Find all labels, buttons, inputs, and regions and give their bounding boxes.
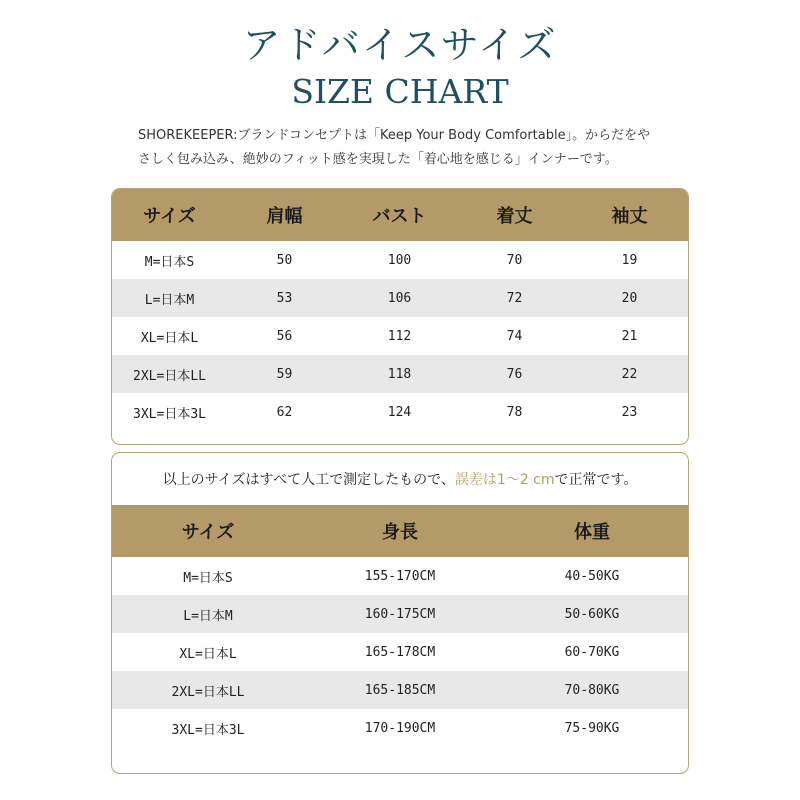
height-weight-table <box>111 452 689 774</box>
note-suffix: で正常です。 <box>554 472 638 488</box>
table-row <box>112 633 688 671</box>
cell-weight: 70-80KG <box>564 682 620 698</box>
intro-line-2: さしく包み込み、絶妙のフィット感を実現した「着心地を感じる」インナーです。 <box>138 152 618 167</box>
table-row <box>112 279 688 317</box>
cell-size: 2XL=日本LL <box>171 684 245 700</box>
table-row <box>112 557 688 595</box>
page-title-jp: アドバイスサイズ <box>242 23 558 67</box>
table-row <box>112 595 688 633</box>
cell-size: M=日本S <box>183 570 233 586</box>
table-row <box>112 241 688 279</box>
cell-length: 74 <box>506 328 523 344</box>
cell-sleeve: 19 <box>621 252 638 268</box>
cell-sleeve: 23 <box>621 404 638 420</box>
table-header <box>112 189 688 241</box>
cell-weight: 60-70KG <box>564 644 620 660</box>
header-size: サイズ <box>181 522 235 543</box>
cell-height: 165-178CM <box>364 644 436 660</box>
cell-height: 165-185CM <box>364 682 436 698</box>
cell-sleeve: 20 <box>621 290 638 306</box>
cell-bust: 124 <box>387 404 412 420</box>
table-header <box>112 505 688 557</box>
note-prefix: 以上のサイズはすべて人工で測定したもので、 <box>162 472 455 488</box>
page-title-en: SIZE CHART <box>291 72 509 111</box>
cell-size: XL=日本L <box>140 330 199 346</box>
table-row <box>112 671 688 709</box>
table-row <box>112 317 688 355</box>
note-highlight: 誤差は1〜2 cm <box>454 472 555 488</box>
cell-shoulder: 62 <box>276 404 293 420</box>
intro-text <box>138 124 678 172</box>
header-shoulder: 肩幅 <box>266 206 303 227</box>
cell-weight: 40-50KG <box>564 568 620 584</box>
cell-size: 3XL=日本3L <box>171 722 245 738</box>
cell-sleeve: 22 <box>621 366 638 382</box>
table-row <box>112 709 688 747</box>
cell-size: XL=日本L <box>179 646 237 662</box>
cell-size: M=日本S <box>144 254 195 270</box>
cell-shoulder: 59 <box>276 366 293 382</box>
intro-line-1: SHOREKEEPER:ブランドコンセプトは「Keep Your Body Comfortable」。からだをや <box>138 128 651 143</box>
cell-bust: 118 <box>387 366 412 382</box>
measurement-note <box>112 453 688 505</box>
cell-height: 160-175CM <box>364 606 436 622</box>
cell-size: 3XL=日本3L <box>133 406 206 422</box>
table-row <box>112 355 688 393</box>
header-length: 着丈 <box>496 206 533 227</box>
cell-size: 2XL=日本LL <box>133 368 206 384</box>
cell-length: 78 <box>506 404 523 420</box>
cell-bust: 106 <box>387 290 412 306</box>
cell-height: 170-190CM <box>364 720 436 736</box>
header-size: サイズ <box>143 206 196 227</box>
cell-sleeve: 21 <box>621 328 638 344</box>
cell-length: 70 <box>506 252 523 268</box>
header-weight: 体重 <box>574 522 610 543</box>
cell-bust: 112 <box>387 328 412 344</box>
cell-length: 72 <box>506 290 523 306</box>
cell-height: 155-170CM <box>364 568 436 584</box>
header-bust: バスト <box>372 206 427 227</box>
cell-length: 76 <box>506 366 523 382</box>
cell-size: L=日本M <box>183 608 233 624</box>
cell-shoulder: 53 <box>276 290 293 306</box>
header-sleeve: 袖丈 <box>611 206 648 227</box>
cell-size: L=日本M <box>144 292 195 308</box>
cell-bust: 100 <box>387 252 412 268</box>
measurement-table <box>111 188 689 445</box>
cell-shoulder: 56 <box>276 328 293 344</box>
cell-shoulder: 50 <box>276 252 293 268</box>
cell-weight: 75-90KG <box>564 720 620 736</box>
cell-weight: 50-60KG <box>564 606 620 622</box>
header-height: 身長 <box>382 522 418 543</box>
table-row <box>112 393 688 431</box>
